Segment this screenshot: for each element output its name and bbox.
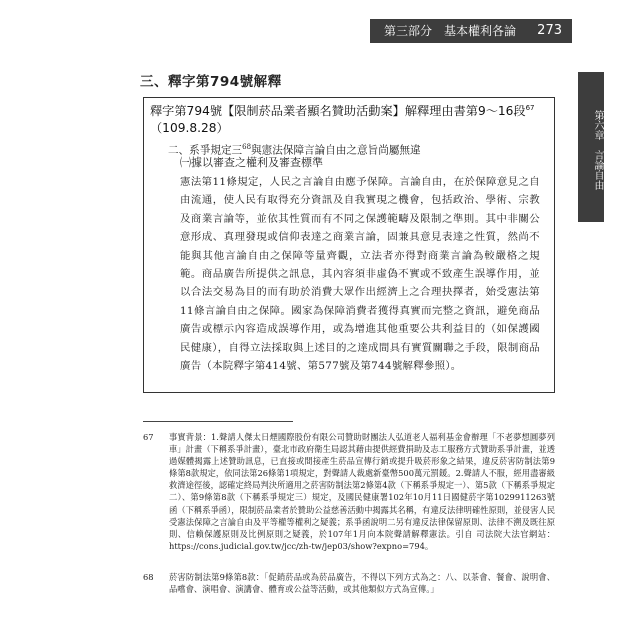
footnote-ref-67[interactable]: 67 [525,104,535,112]
sub-sub-heading: ㈠據以審查之權利及審查標準 [180,156,323,169]
section-title: 三、釋字第794號解釋 [140,74,282,90]
footnote-number: 68 [143,572,154,582]
case-heading-date: （109.8.28） [150,121,229,136]
sub-heading-label: 二、系爭規定三 [168,144,243,157]
body-paragraph: 憲法第11條規定，人民之言論自由應予保障。言論自由，在於保障意見之自由流通，使人民有取得充分資訊及自我實現之機會，包括政治、學術、宗教及商業言論等，並依其性質而有不同之保護範疇及限制之準則。其中非關公意形成、真理發現或信仰表達之商業言論，固兼具意見表達之性質，然尚不能與其他言論自由之保障等量齊觀，立法者亦得對商業言論為較嚴格之規範。商品廣告所提供之訊息，其內容須非虛偽不實或不致產生誤導作用，並以合法交易為目的而有助於消費大眾作出經濟上之合理抉擇者，始受憲法第11條言論自由之保障。國家為保障消費者獲得真實而完整之資訊，避免商品廣告或標示內容造成誤導作用，或為增進其他重要公共利益目的（如保護國民健康），自得立法採取與上述目的之達成間具有實質關聯之手段，限制商品廣告（本院釋字第414號、第577號及第744號解釋參照）。 [180,176,540,373]
case-heading [150,100,550,137]
footnote-text: 事實背景：1.聲請人傑太日煙國際股份有限公司贊助財團法人弘道老人福利基金會辦理「不老夢想圓夢列車」計畫（下稱系爭計畫），臺北市政府衛生局認其藉由提供經費捐助及志工服務方式贊助系爭計畫，並透過媒體揭露上述贊助訊息，已直接或間接產生菸品宣傳行銷或提升吸菸形象之結果，違反菸害防制法第9條第8款規定，依同法第26條第1項規定，對聲請人裁處新臺幣500萬元罰鍰。2.聲請人不服，經用盡審級救濟途徑後，認確定終局判決所適用之菸害防制法第2條第4款（下稱系爭規定一）、第5款（下稱系爭規定二）、第9條第8款（下稱系爭規定三）規定，及國民健康署102年10月11日國健菸字第1029911263號函（下稱系爭函），限制菸品業者於贊助公益慈善活動中揭露其名稱，有違反法律明確性原則，並侵害人民受憲法保障之言論自由及平等權等權利之疑義；系爭函說明二另有違反法律保留原則、法律不溯及既往原則、信賴保護原則及比例原則之疑義，於107年1月向本院聲請解釋憲法。引自 司法院大法官網站：https://cons.judicial.gov.tw/jcc/zh-tw/jep03/show?expno=794。 [169,432,555,551]
page-header [0,0,640,50]
sub-heading [168,140,421,158]
part-title: 第三部分 基本權利各論 [370,19,572,43]
footnote-67 [143,431,555,552]
chapter-tab: 第六章 言論自由 [578,72,604,222]
footnote-68 [143,571,555,595]
sub-heading-text: 與憲法保障言論自由之意旨尚屬無違 [251,144,421,157]
footnote-text: 菸害防制法第9條第8款：「促銷菸品或為菸品廣告，不得以下列方式為之：八、以茶會、餐會、說明會、品嚐會、演唱會、演講會、體育或公益等活動，或其他類似方式為宣傳。」 [169,572,555,595]
footnote-divider [143,421,293,422]
case-heading-line1: 釋字第794號【限制菸品業者顯名贊助活動案】解釋理由書第9～16段 [150,104,526,119]
footnote-number: 67 [143,432,154,442]
page-number: 273 [537,23,562,38]
footnote-ref-68[interactable]: 68 [242,143,252,151]
